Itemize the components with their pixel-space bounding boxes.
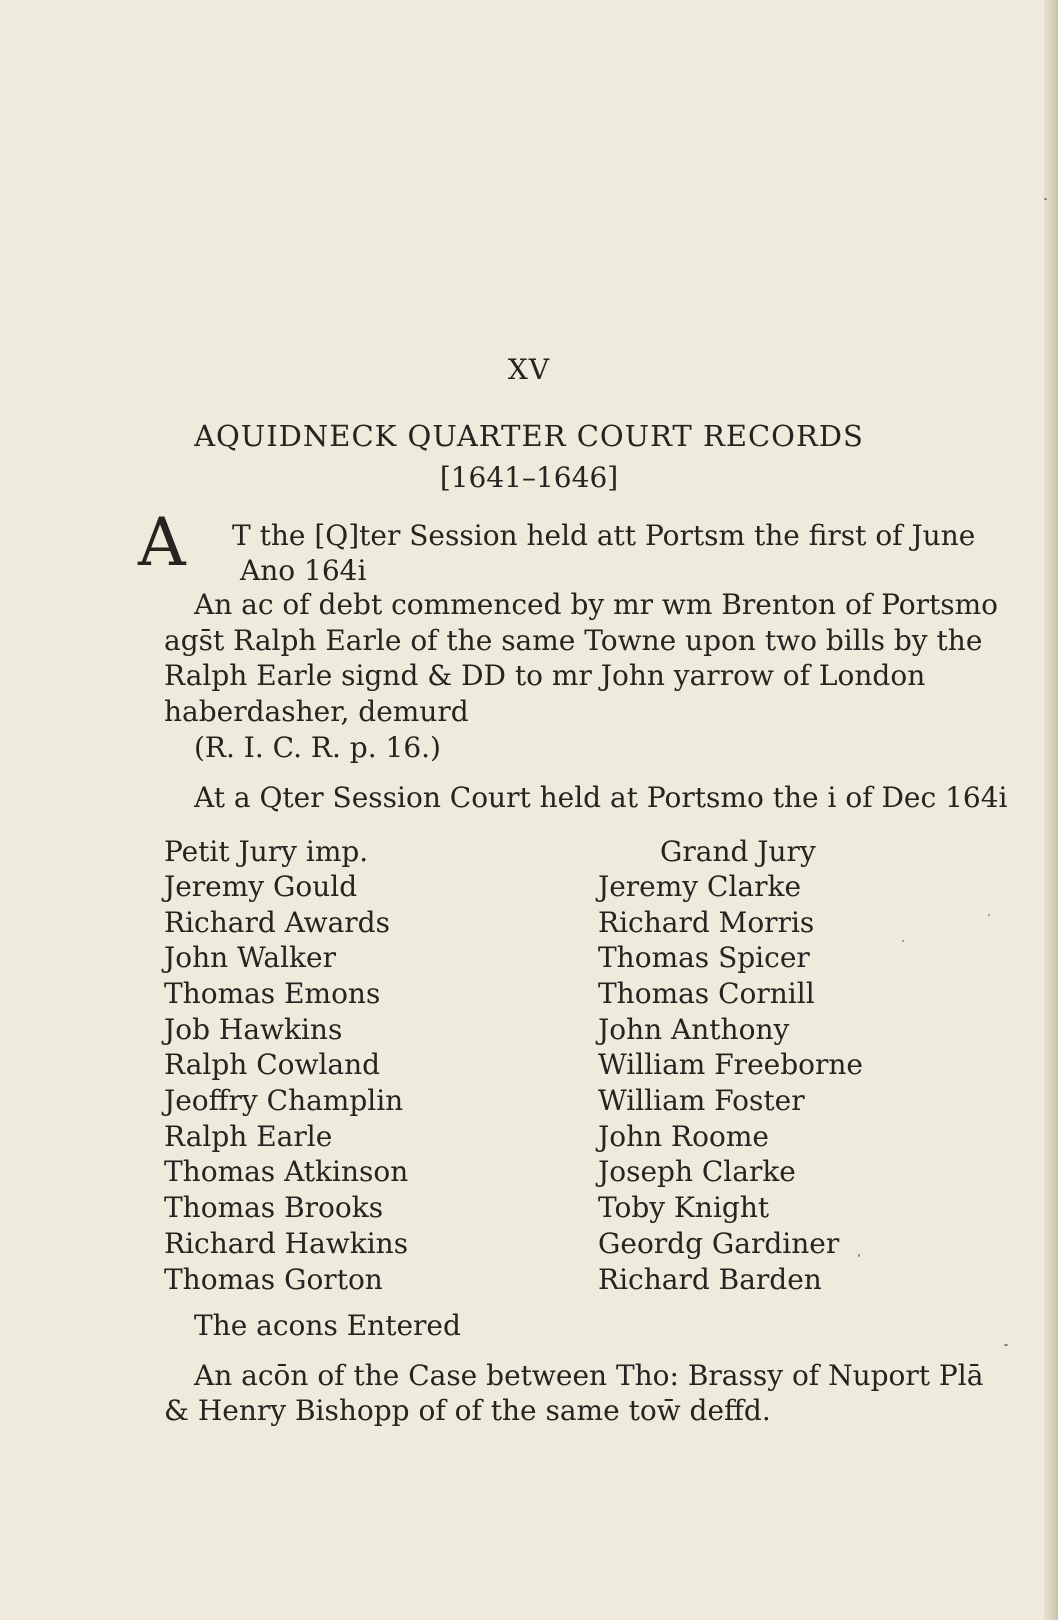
petit-juror: Jeremy Gould bbox=[164, 870, 358, 903]
petit-juror: Thomas Emons bbox=[164, 977, 381, 1010]
petit-juror: Richard Awards bbox=[164, 906, 390, 939]
grand-jury-heading: Grand Jury bbox=[660, 835, 816, 868]
paper-speck bbox=[858, 1254, 860, 1257]
petit-juror: John Walker bbox=[164, 941, 336, 974]
paper-speck bbox=[1004, 1344, 1008, 1346]
grand-juror: John Anthony bbox=[598, 1013, 790, 1046]
grand-juror: William Freeborne bbox=[598, 1048, 863, 1081]
paper-speck bbox=[988, 914, 990, 916]
petit-juror: Ralph Cowland bbox=[164, 1048, 381, 1081]
grand-juror: Jeremy Clarke bbox=[598, 870, 802, 903]
opening-line-2: Ano 164i bbox=[240, 554, 367, 587]
petit-jury-heading: Petit Jury imp. bbox=[164, 835, 369, 868]
grand-juror: Joseph Clarke bbox=[598, 1155, 796, 1188]
debt-action-line-4: haberdasher, demurd bbox=[164, 695, 469, 728]
petit-juror: Thomas Gorton bbox=[164, 1263, 383, 1296]
debt-action-line-3: Ralph Earle signd & DD to mr John yarrow of London bbox=[164, 659, 926, 692]
section-title: AQUIDNECK QUARTER COURT RECORDS bbox=[194, 419, 864, 453]
drop-cap: A bbox=[138, 504, 186, 581]
petit-juror: Thomas Atkinson bbox=[164, 1155, 409, 1188]
grand-juror: Richard Morris bbox=[598, 906, 815, 939]
grand-juror: Thomas Spicer bbox=[598, 941, 810, 974]
date-range: [1641–1646] bbox=[439, 461, 619, 494]
grand-juror: Thomas Cornill bbox=[598, 977, 815, 1010]
citation: (R. I. C. R. p. 16.) bbox=[194, 731, 441, 764]
paper-speck bbox=[902, 940, 904, 942]
grand-juror: Toby Knight bbox=[598, 1191, 770, 1224]
opening-line-1: T the [Q]ter Session held att Portsm the first of June bbox=[232, 519, 976, 552]
debt-action-line-2: ags̄t Ralph Earle of the same Towne upon two bills by the bbox=[164, 624, 983, 657]
petit-juror: Job Hawkins bbox=[164, 1013, 343, 1046]
case-action-line-1: An acōn of the Case between Tho: Brassy of Nuport Plā bbox=[194, 1359, 984, 1392]
case-action-line-2: & Henry Bishopp of of the same tow̄ deffd. bbox=[164, 1394, 771, 1427]
petit-juror: Richard Hawkins bbox=[164, 1227, 409, 1260]
petit-juror: Jeoffry Champlin bbox=[164, 1084, 404, 1117]
petit-juror: Thomas Brooks bbox=[164, 1191, 384, 1224]
grand-juror: Richard Barden bbox=[598, 1263, 822, 1296]
grand-juror: Geordg Gardiner bbox=[598, 1227, 840, 1260]
grand-juror: John Roome bbox=[598, 1120, 769, 1153]
paper-speck bbox=[1044, 198, 1047, 200]
grand-juror: William Foster bbox=[598, 1084, 805, 1117]
petit-juror: Ralph Earle bbox=[164, 1120, 333, 1153]
page-edge bbox=[1044, 0, 1058, 1620]
debt-action-line-1: An ac of debt commenced by mr wm Brenton of Portsmo bbox=[194, 588, 999, 621]
actions-entered: The acons Entered bbox=[194, 1309, 461, 1342]
december-session-line: At a Qter Session Court held at Portsmo the i of Dec 164i bbox=[194, 781, 1008, 814]
chapter-number: XV bbox=[507, 353, 551, 386]
